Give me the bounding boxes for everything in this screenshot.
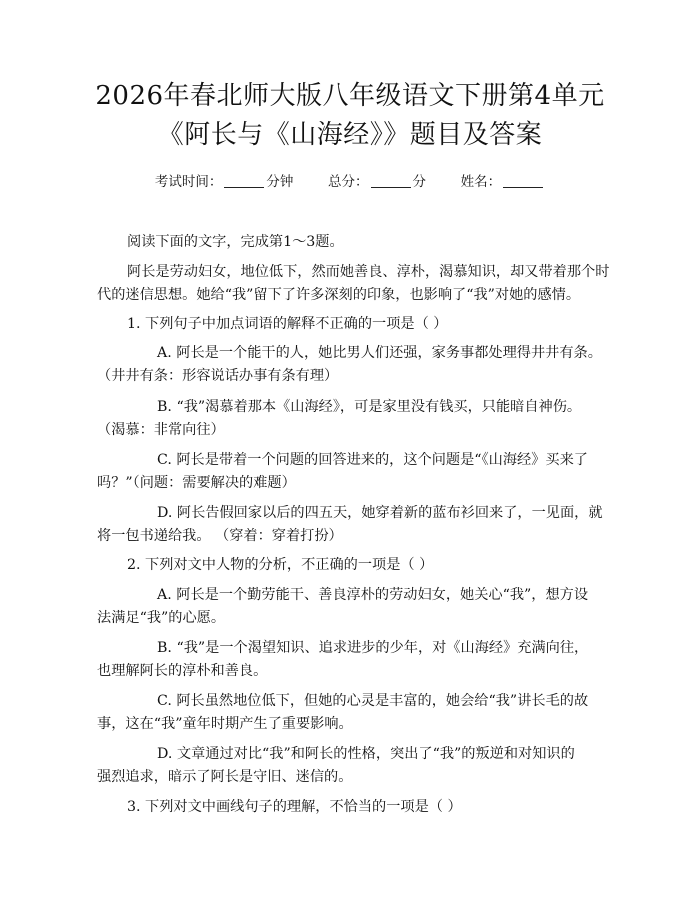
student-name-label: 姓名： bbox=[460, 174, 502, 190]
q1-option-b-line2: （渴慕：非常向往） bbox=[97, 422, 225, 438]
q2-option-d-line1: D. 文章通过对比“我”和阿长的性格，突出了“我”的叛逆和对知识的 bbox=[157, 746, 575, 762]
page-title-line2: 《阿长与《山海经》》题目及答案 bbox=[157, 120, 543, 150]
q2-option-c-line1: C. 阿长虽然地位低下，但她的心灵是丰富的，她会给“我”讲长毛的故 bbox=[157, 693, 589, 709]
q1-option-c-line1: C. 阿长是带着一个问题的回答进来的，这个问题是“《山海经》买来了 bbox=[157, 452, 588, 468]
total-score-blank bbox=[371, 187, 411, 188]
q1-option-d-line2: 将一包书递给我。 （穿着：穿着打扮） bbox=[97, 528, 343, 544]
exam-meta bbox=[0, 170, 700, 190]
exam-time-field bbox=[155, 170, 294, 190]
total-score-field bbox=[328, 170, 426, 190]
q1-option-d-line1: D. 阿长告假回家以后的四五天，她穿着新的蓝布衫回来了，一见面，就 bbox=[157, 505, 603, 521]
q2-option-b-line2: 也理解阿长的淳朴和善良。 bbox=[97, 663, 268, 679]
q1-option-c-line2: 吗？”（问题：需要解决的难题） bbox=[97, 475, 296, 491]
page-title-line1: 2026年春北师大版八年级语文下册第4单元 bbox=[95, 81, 605, 111]
q2-option-d-line2: 强烈追求，暗示了阿长是守旧、迷信的。 bbox=[97, 769, 353, 785]
total-score-label: 总分： bbox=[328, 174, 369, 190]
student-name-blank bbox=[503, 187, 543, 188]
q1-option-a-line1: A. 阿长是一个能干的人，她比男人们还强，家务事都处理得井井有条。 bbox=[157, 345, 602, 361]
q2-option-a-line1: A. 阿长是一个勤劳能干、善良淳朴的劳动妇女，她关心“我”，想方设 bbox=[157, 587, 589, 603]
instruction-text: 阅读下面的文字，完成第1～3题。 bbox=[127, 234, 344, 250]
exam-time-unit: 分钟 bbox=[266, 174, 294, 190]
question-1-stem: 1. 下列句子中加点词语的解释不正确的一项是（ ） bbox=[127, 316, 448, 332]
q2-option-a-line2: 法满足“我”的心愿。 bbox=[97, 610, 226, 626]
exam-time-blank bbox=[224, 187, 264, 188]
passage-line-2: 代的迷信思想。她给“我”留下了许多深刻的印象，也影响了“我”对她的感情。 bbox=[97, 287, 581, 303]
total-score-unit: 分 bbox=[412, 174, 426, 190]
question-3-stem: 3. 下列对文中画线句子的理解，不恰当的一项是（ ） bbox=[127, 799, 462, 815]
passage-line-1: 阿长是劳动妇女，地位低下，然而她善良、淳朴，渴慕知识，却又带着那个时 bbox=[127, 264, 610, 280]
student-name-field bbox=[461, 170, 546, 190]
q2-option-b-line1: B. “我”是一个渴望知识、追求进步的少年，对《山海经》充满向往， bbox=[157, 640, 589, 656]
question-2-stem: 2. 下列对文中人物的分析，不正确的一项是（ ） bbox=[127, 557, 434, 573]
q1-option-a-line2: （井井有条：形容说话办事有条有理） bbox=[97, 368, 339, 384]
q2-option-c-line2: 事，这在“我”童年时期产生了重要影响。 bbox=[97, 716, 353, 732]
q1-option-b-line1: B. “我”渴慕着那本《山海经》，可是家里没有钱买，只能暗自神伤。 bbox=[157, 399, 582, 415]
exam-time-label: 考试时间： bbox=[154, 174, 223, 190]
